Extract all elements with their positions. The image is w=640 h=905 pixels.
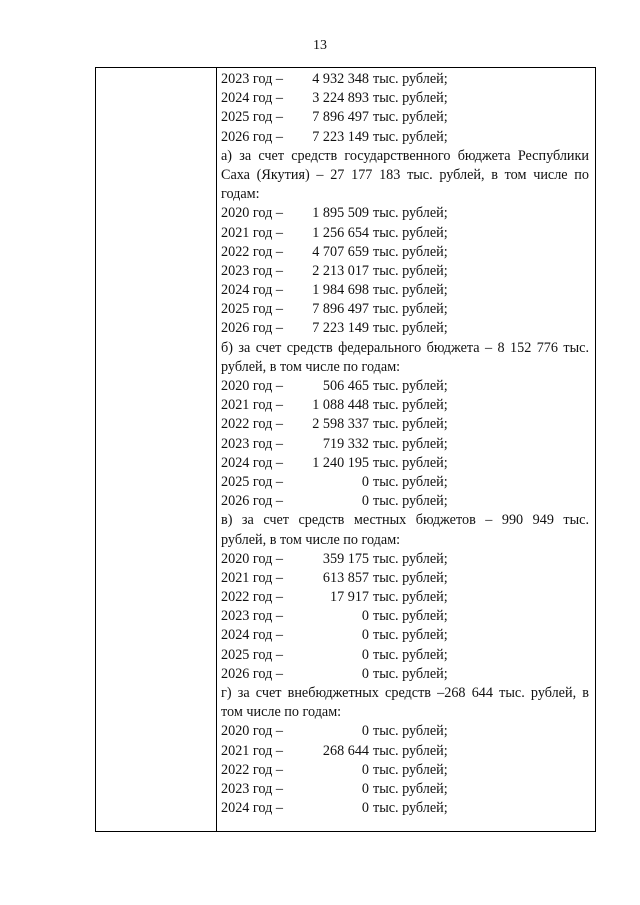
row-value: 3 224 893 [312,90,369,107]
row-unit: тыс. рублей; [373,589,448,606]
row-value: 268 644 [322,742,369,759]
row-unit: тыс. рублей; [373,71,448,87]
row-value: 0 [361,761,369,778]
paragraph-line: в) за счет средств местных бюджетов – 990 949 тыс. [221,512,589,529]
row-unit: тыс. рублей; [373,397,448,414]
paragraph-line: г) за счет внебюджетных средств –268 644 тыс. рублей, в [221,685,589,701]
row-year: 2023 год – [221,262,283,279]
row-value: 613 857 [322,569,369,586]
row-year: 2023 год – [221,71,283,87]
row-unit: тыс. рублей; [373,320,448,337]
funding-row [221,70,589,89]
row-value: 506 465 [322,378,369,394]
paragraph-g [221,684,589,722]
row-year: 2021 год – [221,742,283,759]
row-unit: тыс. рублей; [373,435,448,452]
funding-row [221,454,589,473]
row-value: 0 [361,493,369,510]
funding-row [221,550,589,569]
row-unit: тыс. рублей; [373,416,448,433]
row-value: 7 223 149 [312,128,369,145]
row-value: 1 088 448 [312,397,369,414]
row-unit: тыс. рублей; [373,205,448,222]
row-unit: тыс. рублей; [373,243,448,260]
row-unit: тыс. рублей; [373,569,448,586]
row-unit: тыс. рублей; [373,262,448,279]
row-unit: тыс. рублей; [373,742,448,759]
row-unit: тыс. рублей; [373,761,448,778]
row-value: 1 256 654 [312,224,369,241]
row-value: 7 896 497 [312,109,369,126]
row-year: 2022 год – [221,416,283,433]
funding-row [221,799,589,818]
row-year: 2026 год – [221,665,283,682]
funding-row [221,377,589,396]
row-year: 2026 год – [221,128,283,145]
row-unit: тыс. рублей; [373,780,448,797]
funding-row [221,262,589,281]
row-value: 0 [361,646,369,663]
column-divider [216,68,217,831]
row-year: 2024 год – [221,800,283,817]
funding-row [221,607,589,626]
funding-row [221,415,589,434]
row-year: 2022 год – [221,243,283,260]
row-year: 2020 год – [221,205,283,222]
row-year: 2021 год – [221,397,283,414]
funding-row [221,396,589,415]
row-unit: тыс. рублей; [373,646,448,663]
row-year: 2024 год – [221,627,283,644]
row-unit: тыс. рублей; [373,109,448,126]
row-value: 0 [361,780,369,797]
row-year: 2022 год – [221,589,283,606]
row-year: 2025 год – [221,109,283,126]
funding-row [221,722,589,741]
row-year: 2023 год – [221,435,283,452]
paragraph-line: том числе по годам: [221,704,342,721]
paragraph-a [221,147,589,205]
funding-row [221,626,589,645]
funding-row [221,108,589,127]
row-value: 17 917 [329,589,369,606]
row-value: 4 932 348 [312,71,369,87]
row-year: 2020 год – [221,550,283,567]
row-value: 1 895 509 [312,205,369,222]
row-value: 0 [361,665,369,682]
page-number: 13 [313,38,327,53]
row-unit: тыс. рублей; [373,800,448,817]
paragraph-line: рублей, в том числе по годам: [221,531,401,548]
row-unit: тыс. рублей; [373,665,448,682]
paragraph-v [221,511,589,549]
row-year: 2023 год – [221,608,283,625]
row-value: 0 [361,723,369,740]
row-unit: тыс. рублей; [373,454,448,471]
row-year: 2021 год – [221,224,283,241]
block-g [221,722,589,818]
funding-row [221,588,589,607]
row-value: 1 984 698 [312,282,369,299]
paragraph-line: а) за счет средств государственного бюджета Республики [221,147,589,164]
row-value: 1 240 195 [312,454,369,471]
row-unit: тыс. рублей; [373,128,448,145]
block-b [221,377,589,511]
funding-row [221,761,589,780]
funding-row [221,300,589,319]
row-value: 0 [361,473,369,490]
row-value: 0 [361,800,369,817]
row-value: 0 [361,608,369,625]
row-year: 2024 год – [221,282,283,299]
row-year: 2020 год – [221,378,283,394]
paragraph-line: годам: [221,186,260,203]
funding-row [221,281,589,300]
row-value: 7 223 149 [312,320,369,337]
row-year: 2026 год – [221,320,283,337]
paragraph-line: Саха (Якутия) – 27 177 183 тыс. рублей, в том числе по [221,166,589,183]
block-v [221,550,589,684]
row-year: 2020 год – [221,723,283,740]
funding-row [221,204,589,223]
row-unit: тыс. рублей; [373,550,448,567]
row-value: 4 707 659 [312,243,369,260]
funding-row [221,224,589,243]
funding-row [221,665,589,684]
funding-row [221,128,589,147]
row-year: 2022 год – [221,761,283,778]
funding-content [221,70,589,818]
row-unit: тыс. рублей; [373,493,448,510]
paragraph-b [221,339,589,377]
row-unit: тыс. рублей; [373,282,448,299]
row-value: 359 175 [322,550,369,567]
row-unit: тыс. рублей; [373,90,448,107]
funding-row [221,473,589,492]
funding-row [221,492,589,511]
row-unit: тыс. рублей; [373,627,448,644]
funding-row [221,780,589,799]
paragraph-line: рублей, в том числе по годам: [221,358,401,375]
row-value: 2 598 337 [312,416,369,433]
row-unit: тыс. рублей; [373,608,448,625]
row-value: 2 213 017 [312,262,369,279]
row-unit: тыс. рублей; [373,473,448,490]
row-year: 2021 год – [221,569,283,586]
funding-row [221,742,589,761]
table-frame [95,67,596,832]
funding-row [221,319,589,338]
funding-row [221,569,589,588]
row-value: 0 [361,627,369,644]
row-unit: тыс. рублей; [373,723,448,740]
funding-row [221,243,589,262]
row-value: 7 896 497 [312,301,369,318]
row-year: 2025 год – [221,301,283,318]
funding-row [221,89,589,108]
row-unit: тыс. рублей; [373,224,448,241]
paragraph-line: б) за счет средств федерального бюджета – 8 152 776 тыс. [221,339,589,356]
row-year: 2024 год – [221,454,283,471]
row-year: 2025 год – [221,473,283,490]
funding-row [221,646,589,665]
row-year: 2025 год – [221,646,283,663]
row-unit: тыс. рублей; [373,301,448,318]
row-year: 2023 год – [221,780,283,797]
row-year: 2026 год – [221,493,283,510]
row-value: 719 332 [322,435,369,452]
funding-row [221,435,589,454]
block-a [221,204,589,338]
row-year: 2024 год – [221,90,283,107]
block-total [221,70,589,147]
row-unit: тыс. рублей; [373,378,448,394]
